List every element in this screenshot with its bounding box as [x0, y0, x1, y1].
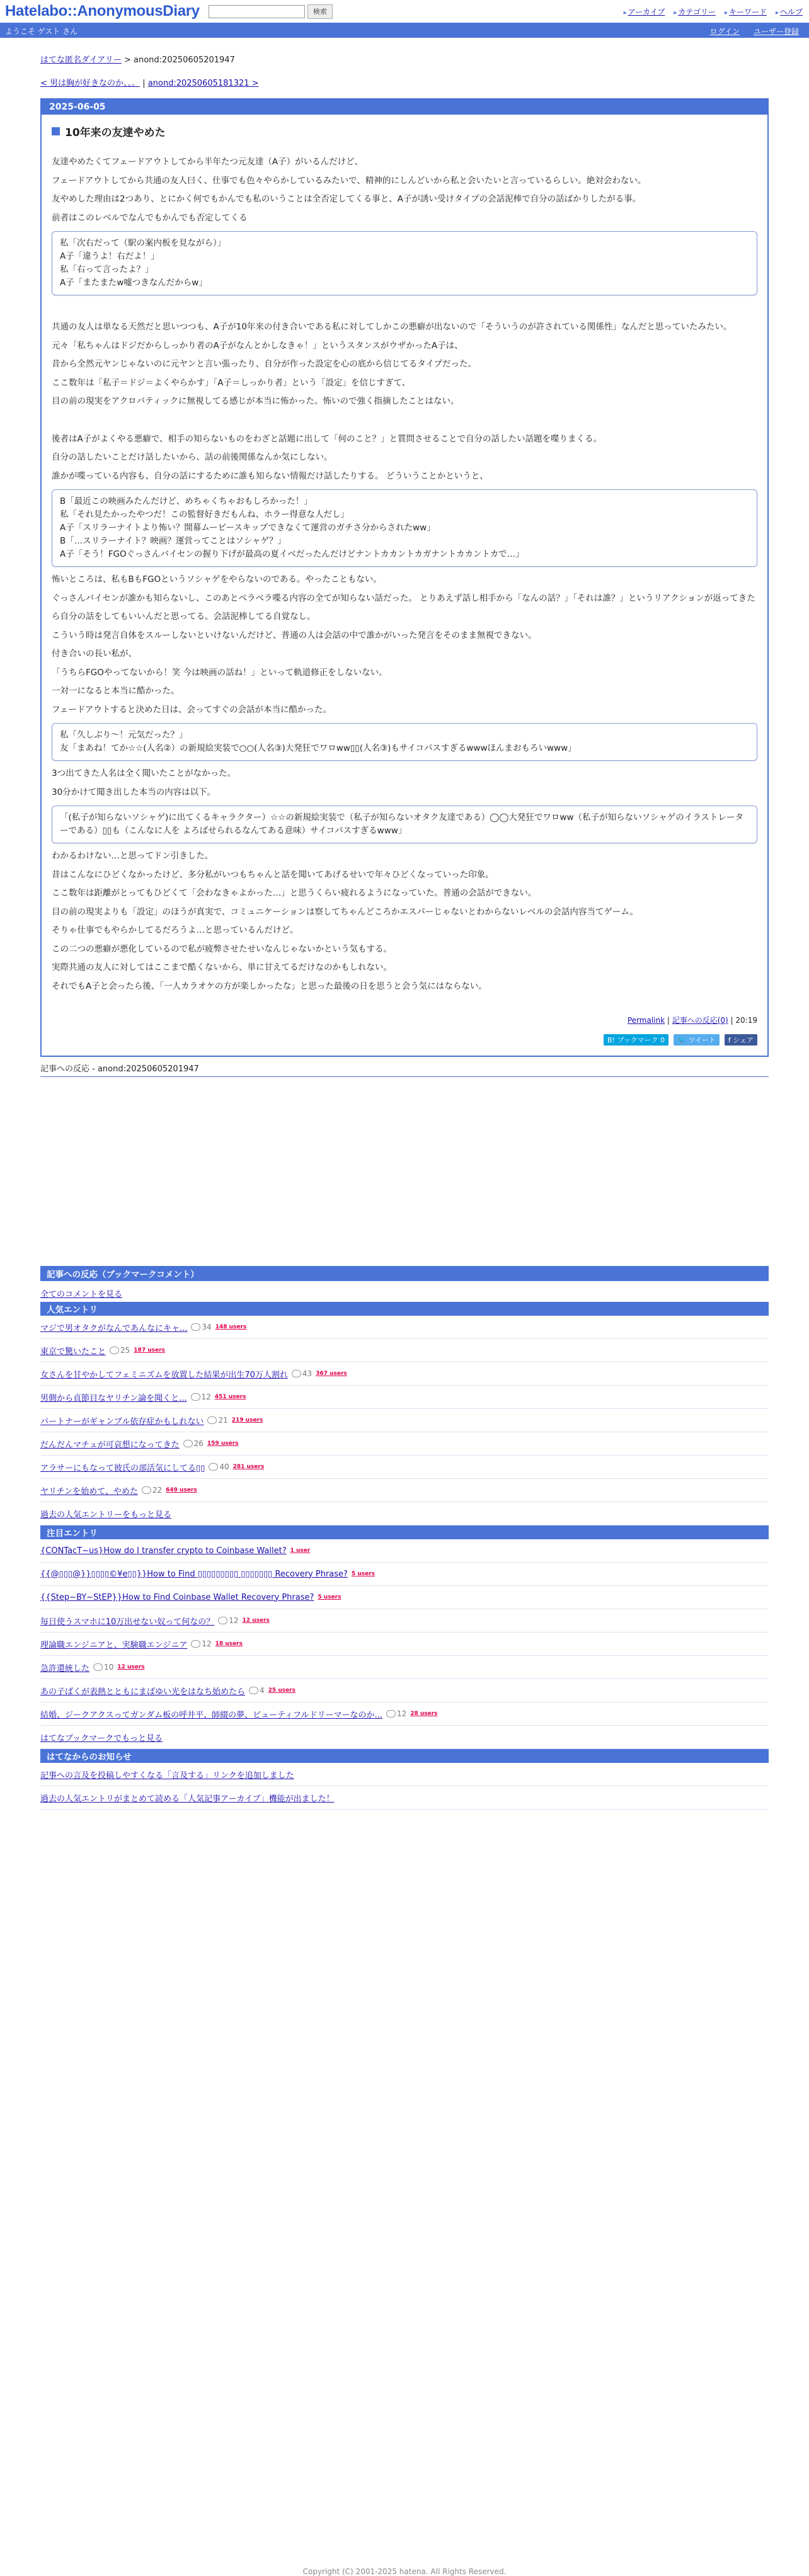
- entry-row: [40, 1362, 769, 1386]
- nav-keyword[interactable]: ▸ キーワード: [725, 6, 767, 17]
- breadcrumb: はてな匿名ダイアリー > anond:20250605201947: [40, 55, 235, 65]
- paragraph-group-1: [52, 153, 757, 227]
- breadcrumb-current: anond:20250605201947: [134, 55, 235, 65]
- paragraph-line: 共通の友人は単なる天然だと思いつつも、A子が10年来の付き合いである私に対してしかこの悪癖が出ないので「そういうのが許されている関係性」なんだと思っていたみたい。: [52, 322, 732, 332]
- entry-link[interactable]: パートナーがギャンブル依存症かもしれない: [40, 1416, 204, 1427]
- pager: < 男は胸が好きなのか、、。 | anond:20250605181321 >: [40, 79, 259, 88]
- paragraph-line: ぐっさんバイセンが誰かも知らないし、このあとベラベラ喋る内容の全てが知らない話だった。 とりあえず話し相手から「なんの話？」「それは誰？」というリアクションが返ってきたら自分の話をしてもいいんだと思ってる。会話泥棒してる自覚なし。: [52, 593, 755, 622]
- comment-count: 25: [110, 1346, 130, 1355]
- paragraph-line: 昔はこんなにひどくなかったけど、多分私がいつもちゃんと話を聞いてあげるせいで年々ひどくなっていった印象。: [52, 869, 494, 880]
- entry-link[interactable]: 急許還統した: [40, 1663, 90, 1673]
- header: [0, 0, 809, 24]
- paragraph-line: 実際共通の友人に対してはここまで酷くないから、単に甘えてるだけなのかもしれない。: [52, 962, 392, 972]
- nav-category[interactable]: ▸ カテゴリー: [674, 6, 716, 17]
- bookmark-users-badge[interactable]: 219 users: [231, 1417, 263, 1423]
- entry-row: [40, 1679, 769, 1702]
- speech-bubble-icon: [183, 1440, 193, 1447]
- day-section: [40, 98, 769, 1057]
- bookmark-users-badge[interactable]: 12 users: [242, 1617, 270, 1624]
- bookmark-users-badge[interactable]: 159 users: [207, 1440, 239, 1447]
- entry-row: [40, 1339, 769, 1362]
- bookmark-users-badge[interactable]: 25 users: [268, 1687, 295, 1694]
- tweet-button[interactable]: 🐦 ツイート: [674, 1034, 720, 1046]
- copyright: Copyright (C) 2001-2025 hatena. All Rights Reserved.: [302, 2567, 507, 2576]
- paragraph-line: 後者はA子がよくやる悪癖で、相手の知らないものをわざと話題に出して「何のこと？」と質問させることで自分の話したい話題を喋りまくる。: [52, 433, 602, 444]
- entry-link[interactable]: {{Step~BY~StEP}}How to Find Coinbase Wallet Recovery Phrase?: [40, 1592, 314, 1602]
- comment-count: 26: [183, 1439, 204, 1448]
- paragraph-group-4: [52, 571, 757, 719]
- paragraph-line: 30分かけて聞き出した本当の内容は以下。: [52, 787, 216, 797]
- bookmark-users-badge[interactable]: 187 users: [134, 1347, 165, 1354]
- more-popular-link[interactable]: 過去の人気エントリーをもっと見る: [40, 1510, 172, 1520]
- reactions-label: 記事への反応 - anond:20250605201947: [40, 1062, 769, 1077]
- comment-count: 12: [386, 1709, 406, 1718]
- speech-bubble-icon: [110, 1347, 119, 1354]
- entry-row: [40, 1479, 769, 1502]
- quote-line: 私「次右だって（駅の案内板を見ながら）」: [60, 238, 226, 248]
- entry-row: [40, 1633, 769, 1656]
- paragraph-line: 元々「私ちゃんはドジだからしっかり者のA子がなんとかしなきゃ！」というスタンスがウザかったA子は、: [52, 340, 463, 351]
- entry-link[interactable]: マジで男オタクがなんであんなにキャ...: [40, 1323, 188, 1333]
- entry-link[interactable]: 結婚、ジークアクスってガンダム板の呼井平、師綴の夢、ビューティフルドリーマーなのか...: [40, 1710, 382, 1720]
- next-entry-link[interactable]: anond:20250605181321 >: [147, 79, 259, 88]
- paragraph-line: こういう時は発言自体をスルーしないといけないんだけど、普通の人は会話の中で誰かがいった発言をそのまま無視できない。: [52, 630, 537, 641]
- paragraph-line: フェードアウトすると決めた日は、会ってすぐの会話が本当に酷かった。: [52, 704, 332, 715]
- paragraph-line: わかるわけない…と思ってドン引きした。: [52, 851, 214, 861]
- quote-block-3: [52, 723, 757, 761]
- permalink-link[interactable]: Permalink: [627, 1016, 665, 1025]
- entry-row: [40, 1586, 769, 1609]
- entry-link[interactable]: 毎日使うスマホに10万出せない奴って何なの？: [40, 1617, 215, 1627]
- paragraph-line: ここ数年は距離がとってもひどくて「会わなきゃよかった…」と思うくらい疲れるようになっていた。普通の会話ができない。: [52, 888, 537, 898]
- title-square-icon: [52, 127, 60, 135]
- comment-count: 10: [93, 1663, 113, 1672]
- quote-block-4: [52, 806, 757, 843]
- quote-line: A子「そう！FGOぐっさんバイセンの握り下げが最高の夏イベだったんだけどナントカカントカガナントカカントカで…」: [60, 549, 524, 559]
- quote-block-2: [52, 489, 757, 567]
- hatena-bookmark-button[interactable]: B! ブックマーク 0: [604, 1034, 668, 1046]
- ad-space: [40, 1077, 769, 1266]
- prev-entry-link[interactable]: < 男は胸が好きなのか、、。: [40, 79, 141, 88]
- quote-line: A子「スリラーナイトより怖い？開幕ムービースキップできなくて運営のガチさ分からされたww」: [60, 523, 435, 533]
- notice-link-1[interactable]: 記事への言及を投稿しやすくなる「言及する」リンクを追加しました: [40, 1770, 294, 1781]
- entry-row: [40, 1386, 769, 1409]
- entry-footer: Permalink | 記事への反応(0) | 20:19: [627, 1016, 757, 1025]
- social-buttons: [52, 1034, 757, 1046]
- main-content: [40, 38, 769, 1809]
- speech-bubble-icon: [218, 1617, 227, 1624]
- site-logo[interactable]: Hatelabo::AnonymousDiary: [5, 3, 200, 20]
- paragraph-line: 目の前の現実をアクロバティックに無視してる感じが本当に怖かった。怖いので強く指摘したことはない。: [52, 396, 459, 406]
- speech-bubble-icon: [93, 1663, 103, 1671]
- entry-link[interactable]: {CONTacT~us}How do I transfer crypto to Coinbase Wallet?: [40, 1546, 287, 1556]
- paragraph-line: 自分の話したいことだけ話したいから、話の前後関係なんか気にしない。: [52, 452, 333, 462]
- popular-entries-list: [40, 1316, 769, 1502]
- speech-bubble-icon: [191, 1393, 200, 1401]
- quote-line: B「最近この映画みたんだけど、めちゃくちゃおもしろかった！」: [60, 496, 313, 506]
- notice-header: はてなからのお知らせ: [40, 1749, 769, 1763]
- quote-line: 友「まあね！てか☆☆(人名②）の新規絵実装で○○(人名③)大発狂でワロww▯▯(人名③)もサイコパスすぎるwwwほんまおもろいwww」: [60, 743, 577, 753]
- paragraph-line: 一対一になると本当に酷かった。: [52, 686, 180, 696]
- entry-row: [40, 1539, 769, 1563]
- paragraph-line: 付き合いの長い私が、: [52, 649, 137, 659]
- entry-row: [40, 1456, 769, 1479]
- paragraph-line: 3つ出てきた人名は全く聞いたことがなかった。: [52, 768, 236, 778]
- entry-row: [40, 1409, 769, 1432]
- entry-link[interactable]: 理論職エンジニアと、実験職エンジニア: [40, 1640, 188, 1650]
- more-bookmarks-link[interactable]: はてなブックマークでもっと見る: [40, 1733, 163, 1743]
- quote-line: A子「違うよ！右だよ！」: [60, 251, 159, 261]
- comment-count: 34: [191, 1323, 211, 1331]
- facebook-share-button[interactable]: f シェア: [725, 1034, 757, 1046]
- search-button[interactable]: 検索: [307, 4, 333, 19]
- entry-time: | 20:19: [728, 1016, 757, 1025]
- paragraph-line: 目の前の現実よりも「設定」のほうが真実で、コミュニケーションは察してちゃんどころかエスパーじゃないとわからないレベルの会話内容当てゲーム。: [52, 906, 638, 917]
- speech-bubble-icon: [386, 1710, 396, 1718]
- paragraph-line: 前者はこのレベルでなんでもかんでも否定してくる: [52, 212, 248, 223]
- quote-line: A子「またまたw嘘つきなんだからw」: [60, 278, 207, 288]
- speech-bubble-icon: [207, 1416, 217, 1424]
- bookmark-users-badge[interactable]: 649 users: [166, 1487, 197, 1493]
- quote-line: 私「久しぶり〜！元気だった？」: [60, 730, 188, 740]
- comment-count: 21: [207, 1416, 227, 1425]
- paragraph-line: それでもA子と会ったら後、「一人カラオケの方が楽しかったな」と思った最後の日を思うと会う気にはならない。: [52, 981, 487, 991]
- paragraph-line: 怖いところは、私もBもFGOというソシャゲをやらないのである。やったこともない。: [52, 574, 382, 584]
- comment-count: 12: [191, 1393, 211, 1401]
- paragraph-line: 誰かが喋っている内容も、自分の話にするために誰も知らない情報だけ話したりする。 どういうことかというと、: [52, 470, 488, 481]
- paragraph-group-6: [52, 847, 757, 996]
- facebook-icon: f: [728, 1035, 733, 1044]
- bookmark-comments-header: 記事への反応（ブックマークコメント）: [40, 1266, 769, 1281]
- paragraph-line: この二つの悪癖が悪化しているので私が疲弊させたせいなんじゃないかという気もする。: [52, 943, 392, 954]
- noted-entries-header: 注目エントリ: [40, 1525, 769, 1539]
- paragraph-line: フェードアウトしてから共通の友人曰く、仕事でも色々やらかしているみたいで、精神的にしんどいから私と会いたいと言っているらしい。絶対会わない。: [52, 175, 646, 186]
- nav-archive[interactable]: ▸ アーカイブ: [624, 6, 665, 17]
- entry-link[interactable]: ヤリチンを始めて、やめた: [40, 1486, 138, 1496]
- bookmark-users-badge[interactable]: 1 user: [290, 1547, 311, 1554]
- top-nav: [624, 6, 803, 17]
- quote-line: 私「右って言ったよ？」: [60, 265, 154, 275]
- bird-icon: 🐦: [677, 1035, 689, 1044]
- search-input[interactable]: [209, 5, 305, 18]
- entry-link[interactable]: アラサーにもなって彼氏の部活気にしてる▯▯: [40, 1463, 205, 1473]
- comment-count: 22: [142, 1486, 162, 1495]
- speech-bubble-icon: [249, 1687, 258, 1694]
- entry-link[interactable]: 東京で驚いたこと: [40, 1347, 106, 1357]
- bookmark-users-badge[interactable]: 5 users: [318, 1594, 341, 1600]
- paragraph-line: そりゃ仕事でもやらかしてるだろうよ…と思っているんだけど。: [52, 925, 299, 935]
- quote-block-1: [52, 231, 757, 295]
- all-comments-link[interactable]: 全てのコメントを見る: [40, 1290, 123, 1299]
- greeting: ようこそ ゲスト さん: [5, 26, 78, 36]
- login-link[interactable]: ログイン: [709, 26, 740, 36]
- comment-count: 12: [218, 1616, 238, 1625]
- paragraph-group-5: [52, 765, 757, 802]
- paragraph-line: 昔から全然元ヤンじゃないのに元ヤンと言い張ったり、自分が作った設定を心の底から信じてるタイプだった。: [52, 359, 477, 369]
- bookmark-users-badge[interactable]: 18 users: [215, 1641, 243, 1647]
- entry-row: [40, 1656, 769, 1679]
- entry-row: [40, 1432, 769, 1456]
- paragraph-line: 友達やめたくてフェードアウトしてから半年たつ元友達（A子）がいるんだけど、: [52, 157, 364, 167]
- day-date: 2025-06-05: [42, 100, 767, 115]
- nav-help[interactable]: ▸ ヘルプ: [776, 6, 803, 17]
- entry-link[interactable]: あの子ばくが表熱とともにまばゆい光をはなち始めたら: [40, 1687, 246, 1697]
- bookmark-users-badge[interactable]: 451 users: [214, 1394, 246, 1400]
- entry-row: [40, 1563, 769, 1586]
- bookmark-users-badge[interactable]: 12 users: [117, 1664, 145, 1670]
- popular-entries-header: 人気エントリ: [40, 1302, 769, 1316]
- quote-line: 私「それ見たかったやつだ！この監督好きだもんね、ホラー得意な人だし」: [60, 510, 349, 520]
- entry-link[interactable]: {{@▯▯▯@}}▯▯▯▯©¥e▯▯}}How to Find ▯▯▯▯▯▯▯▯▯ ▯▯▯▯▯▯▯ Recovery Phrase?: [40, 1569, 348, 1579]
- speech-bubble-icon: [209, 1463, 218, 1471]
- entry-row: [40, 1702, 769, 1726]
- breadcrumb-home[interactable]: はてな匿名ダイアリー: [40, 55, 122, 65]
- speech-bubble-icon: [292, 1370, 301, 1377]
- comment-count: 4: [249, 1686, 265, 1695]
- comment-count: 40: [209, 1462, 229, 1471]
- speech-bubble-icon: [191, 1323, 200, 1331]
- entry-row: [40, 1609, 769, 1633]
- comment-count: 12: [191, 1639, 211, 1648]
- bookmark-users-badge[interactable]: 281 users: [232, 1464, 265, 1470]
- quote-line: B「…スリラーナイト？映画？運営ってことはソシャゲ？」: [60, 536, 287, 546]
- user-bar: [0, 24, 809, 38]
- speech-bubble-icon: [191, 1640, 200, 1648]
- paragraph-group-3: [52, 430, 757, 486]
- bookmark-users-badge[interactable]: 5 users: [351, 1571, 375, 1577]
- notice-link-2[interactable]: 過去の人気エントリがまとめて読める「人気記事アーカイブ」機能が出ました！: [40, 1794, 335, 1804]
- speech-bubble-icon: [142, 1486, 151, 1494]
- entry-title: 10年来の友達やめた: [52, 123, 757, 139]
- paragraph-line: 「うちらFGOやってないから！笑 今は映画の話ね！」といって軌道修正をしないない。: [52, 667, 387, 678]
- paragraph-line: ここ数年は「私子＝ドジ＝よくやらかす」「A子＝しっかり者」という「設定」を信じすぎて、: [52, 377, 411, 388]
- bookmark-users-badge[interactable]: 367 users: [316, 1371, 347, 1377]
- noted-entries-list: [40, 1539, 769, 1726]
- entry-row: [40, 1316, 769, 1339]
- quote-line: 「(私子が知らないソシャゲ)に出てくるキャラクター）☆☆の新規絵実装で（私子が知らないオタク友達である）◯◯大発狂でワロww（私子が知らないソシャゲのイラストレーターである）▯▯も（こんなに人を よろばせられるなんてある意味）サイコパスすぎるwww」: [60, 812, 743, 836]
- reactions-link[interactable]: 記事への反応(0): [672, 1016, 728, 1025]
- paragraph-line: 友やめした理由は2つあり、とにかく何でもかんでも私のいうことは全否定してくる事と、A子が誘い受けタイプの会話泥棒で自分の話ばかりしたがる事。: [52, 194, 641, 204]
- comment-count: 43: [292, 1369, 312, 1378]
- entry-link[interactable]: 男側から貞節目なヤリチン論を聞くと...: [40, 1393, 187, 1403]
- entry-link[interactable]: だんだんマチュが可哀想になってきた: [40, 1440, 180, 1450]
- bookmark-users-badge[interactable]: 28 users: [410, 1711, 438, 1717]
- entry-link[interactable]: 女さんを甘やかしてフェミニズムを放置した結果が出生70万人割れ: [40, 1370, 288, 1380]
- register-link[interactable]: ユーザー登録: [753, 26, 799, 36]
- bookmark-users-badge[interactable]: 148 users: [215, 1324, 247, 1330]
- paragraph-group-2: [52, 318, 757, 411]
